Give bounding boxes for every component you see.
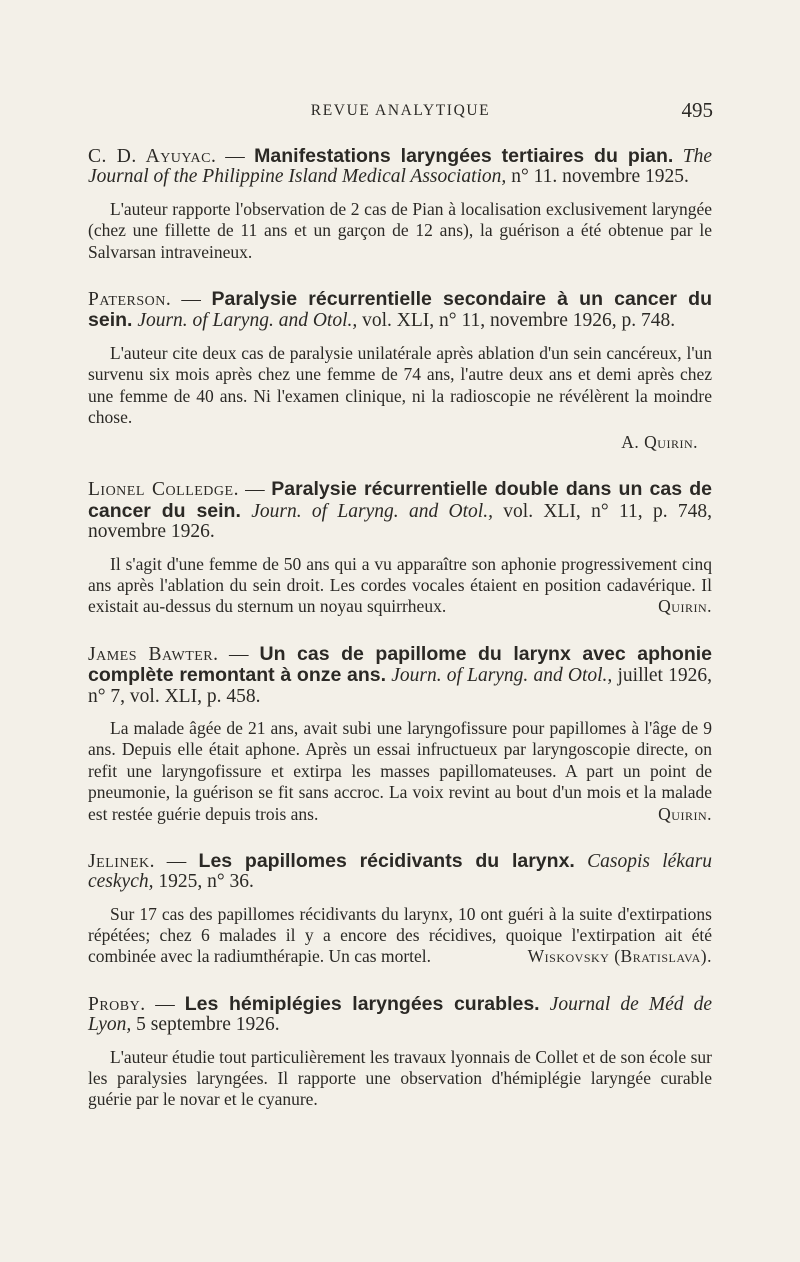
abstract-entry [88, 994, 712, 1111]
reviewer-signature: Wiskovsky (Bratislava). [527, 946, 712, 967]
reviewer-signature: Quirin. [658, 596, 712, 617]
journal-name: Casopis lékaru ceskych, [88, 850, 713, 893]
article-title: Un cas de papillome du larynx avec aphonie complète remontant à onze ans. [88, 642, 713, 687]
abstract-text: L'auteur cite deux cas de paralysie unilatérale après ablation d'un sein cancéreux, l'un survenu six mois après chez une femme de 74 ans, l'autre deux ans et demi après chez une femme de 40 ans. Ni l'examen clinique, ni la radioscopie ne révélèrent la moindre chose. [88, 342, 712, 427]
abstract-entry [88, 644, 712, 825]
citation: James Bawter. — Un cas de papillome du larynx avec aphonie complète remontant à onze ans. Journ. of Laryng. and Otol., juillet 1926, n° 7, vol. XLI, p. 458. [88, 642, 713, 707]
page-header [88, 98, 713, 124]
abstract-entry [88, 289, 712, 453]
citation-details: vol. XLI, n° 11, novembre 1926, p. 748. [362, 310, 676, 332]
citation: C. D. Ayuyac. — Manifestations laryngées tertiaires du pian. The Journal of the Philippine Island Medical Association, n° 11. novembre 1925. [88, 145, 713, 188]
citation-details: 5 septembre 1926. [136, 1014, 280, 1036]
author: Lionel Colledge [88, 479, 234, 501]
citation: Jelinek. — Les papillomes récidivants du larynx. Casopis lékaru ceskych, 1925, n° 36. [88, 849, 713, 893]
author: Proby [88, 993, 141, 1015]
author: Jelinek [88, 850, 150, 872]
author: C. D. Ayuyac [88, 146, 211, 167]
journal-name: Journ. of Laryng. and Otol., [391, 665, 613, 687]
author: Paterson [88, 288, 166, 310]
journal-name: Journal de Méd de Lyon, [88, 993, 713, 1036]
citation: Lionel Colledge. — Paralysie récurrentielle double dans un cas de cancer du sein. Journ. of Laryng. and Otol., vol. XLI, n° 11, p. 748, novembre 1926. [88, 478, 713, 543]
journal-name: Journ. of Laryng. and Otol., [251, 500, 493, 522]
citation-details: vol. XLI, n° 11, p. 748, novembre 1926. [88, 500, 713, 543]
reviewer-signature: Quirin. [658, 803, 712, 824]
abstract-text: Il s'agit d'une femme de 50 ans qui a vu apparaître son aphonie progressivement cinq ans après l'ablation du sein droit. Les cordes vocales étaient en position cadavérique. Il existait au-dessus du sternum un noyau squirrheux. Quirin. [88, 553, 712, 617]
citation-details: 1925, n° 36. [158, 871, 254, 893]
article-title: Paralysie récurrentielle double dans un cas de cancer du sein. [88, 478, 712, 522]
author: James Bawter [88, 643, 214, 665]
citation-details: n° 11. novembre 1925. [511, 166, 689, 188]
abstract-entry [88, 851, 712, 968]
article-title: Les hémiplégies laryngées curables. [184, 992, 540, 1015]
article-title: Les papillomes récidivants du larynx. [198, 849, 575, 872]
abstracts-column [88, 146, 712, 1137]
abstract-text: Sur 17 cas des papillomes récidivants du larynx, 10 ont guéri à la suite d'extirpations répétées; chez 6 malades il y a encore des récidives, quoique l'extirpation ait été combinée avec la radiumthérapie. Un cas mortel. Wiskovsky (Bratislava). [88, 903, 712, 967]
abstract-text: L'auteur rapporte l'observation de 2 cas de Pian à localisation exclusivement laryngée (chez une fillette de 11 ans et un garçon de 12 ans), la guérison a été obtenue par le Salvarsan intraveineux. [88, 198, 712, 262]
article-title: Paralysie récurrentielle secondaire à un cancer du sein. [88, 287, 713, 332]
abstract-entry [88, 146, 712, 263]
page-number: 495 [681, 98, 713, 122]
journal-name: Journ. of Laryng. and Otol., [137, 310, 358, 332]
abstract-text: La malade âgée de 21 ans, avait subi une laryngofissure pour papillomes à l'âge de 9 ans. Depuis elle était aphone. Après un essai infructueux par laryngoscopie directe, on refit une laryngofissure et extirpa les masses papillomateuses. A part un point de pneumonie, la guérison se fit sans accroc. La voix revint au bout d'un mois et la malade est restée guérie depuis trois ans. Quirin. [88, 718, 712, 824]
citation: Paterson. — Paralysie récurrentielle secondaire à un cancer du sein. Journ. of Laryng. and Otol., vol. XLI, n° 11, novembre 1926, p. 748. [88, 287, 713, 332]
citation: Proby. — Les hémiplégies laryngées curables. Journal de Méd de Lyon, 5 septembre 1926. [88, 992, 713, 1036]
journal-name: The Journal of the Philippine Island Medical Association, [88, 146, 713, 188]
abstract-entry [88, 479, 712, 617]
citation-details: juillet 1926, n° 7, vol. XLI, p. 458. [88, 665, 713, 707]
running-head: REVUE ANALYTIQUE [310, 102, 491, 119]
reviewer-signature: A. Quirin. [621, 432, 698, 453]
abstract-text: L'auteur étudie tout particulièrement les travaux lyonnais de Collet et de son école sur les paralysies laryngées. Il rapporte une observation d'hémiplégie laryngée curable guérie par le novar et le cyanure. [88, 1046, 712, 1110]
article-title: Manifestations laryngées tertiaires du pian. [254, 145, 674, 167]
